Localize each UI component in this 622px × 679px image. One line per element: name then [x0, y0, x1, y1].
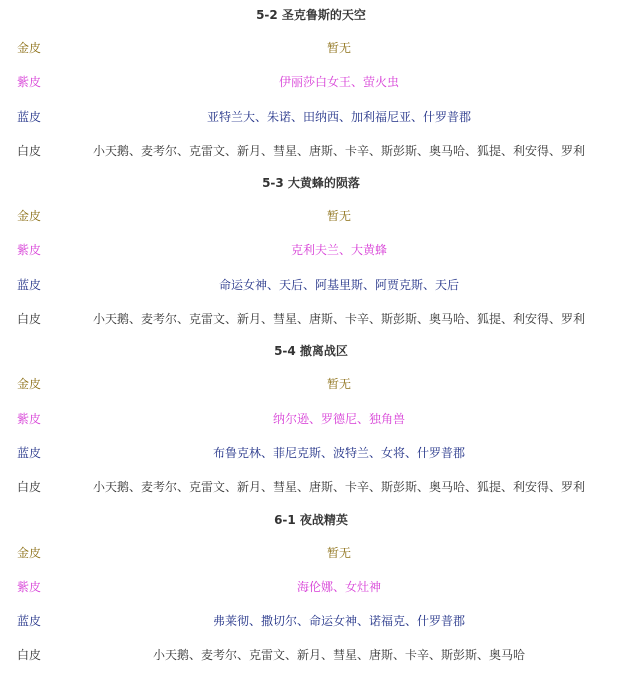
ship-list: 暂无 [326, 377, 351, 392]
drop-row-gold [0, 31, 622, 65]
rarity-label: 白皮 [17, 480, 42, 495]
drop-row-white [0, 470, 622, 504]
ship-list: 暂无 [326, 209, 351, 224]
rarity-label: 紫皮 [17, 579, 42, 594]
drop-row-white [0, 302, 622, 336]
rarity-label: 蓝皮 [17, 614, 42, 629]
ship-list: 纳尔逊、罗德尼、独角兽 [272, 411, 405, 426]
drop-row-gold [0, 536, 622, 570]
ship-list: 海伦娜、女灶神 [296, 579, 381, 594]
drop-row-purple [0, 233, 622, 267]
stage-section [0, 505, 622, 673]
stage-heading: 6-1 夜战精英 [274, 512, 348, 527]
rarity-label: 紫皮 [17, 243, 42, 258]
rarity-label: 金皮 [17, 41, 42, 55]
drop-row-blue [0, 604, 622, 638]
drop-row-white [0, 134, 622, 168]
rarity-label: 蓝皮 [17, 445, 42, 460]
drop-row-blue [0, 100, 622, 134]
rarity-label: 金皮 [17, 209, 42, 224]
ship-list: 暂无 [326, 545, 351, 560]
stage-heading: 5-3 大黄蜂的陨落 [262, 176, 360, 191]
rarity-label: 蓝皮 [17, 277, 42, 292]
drop-row-gold [0, 199, 622, 233]
ship-list: 亚特兰大、朱诺、田纳西、加利福尼亚、什罗普郡 [206, 109, 471, 124]
drop-row-white [0, 638, 622, 672]
drop-row-purple [0, 402, 622, 436]
rarity-label: 紫皮 [17, 411, 42, 426]
rarity-label: 金皮 [17, 377, 42, 392]
ship-list: 弗莱彻、撒切尔、命运女神、诺福克、什罗普郡 [212, 614, 465, 629]
drop-row-purple [0, 65, 622, 99]
ship-list: 布鲁克林、菲尼克斯、波特兰、女将、什罗普郡 [212, 445, 465, 460]
rarity-label: 白皮 [17, 143, 42, 158]
ship-list: 伊丽莎白女王、萤火虫 [278, 75, 399, 90]
ship-list: 小天鹅、麦考尔、克雷文、新月、彗星、唐斯、卡辛、斯彭斯、奥马哈、狐提、利安得、罗利 [92, 480, 585, 495]
rarity-label: 白皮 [17, 312, 42, 327]
ship-list: 小天鹅、麦考尔、克雷文、新月、彗星、唐斯、卡辛、斯彭斯、奥马哈 [152, 648, 525, 663]
stage-section [0, 0, 622, 168]
stage-section [0, 336, 622, 504]
drop-row-blue [0, 268, 622, 302]
drop-row-gold [0, 367, 622, 401]
ship-list: 克利夫兰、大黄蜂 [290, 243, 387, 258]
stage-section [0, 168, 622, 336]
drop-row-blue [0, 436, 622, 470]
rarity-label: 白皮 [17, 648, 42, 663]
rarity-label: 紫皮 [17, 75, 42, 90]
stage-heading: 5-4 撤离战区 [274, 344, 348, 359]
stage-heading: 5-2 圣克鲁斯的天空 [256, 8, 366, 22]
rarity-label: 金皮 [17, 545, 42, 560]
ship-list: 小天鹅、麦考尔、克雷文、新月、彗星、唐斯、卡辛、斯彭斯、奥马哈、狐提、利安得、罗利 [92, 312, 585, 327]
ship-list: 小天鹅、麦考尔、克雷文、新月、彗星、唐斯、卡辛、斯彭斯、奥马哈、狐提、利安得、罗利 [92, 143, 585, 158]
ship-list: 命运女神、天后、阿基里斯、阿贾克斯、天后 [218, 277, 459, 292]
rarity-label: 蓝皮 [17, 109, 42, 124]
drop-row-purple [0, 570, 622, 604]
ship-list: 暂无 [326, 41, 351, 55]
